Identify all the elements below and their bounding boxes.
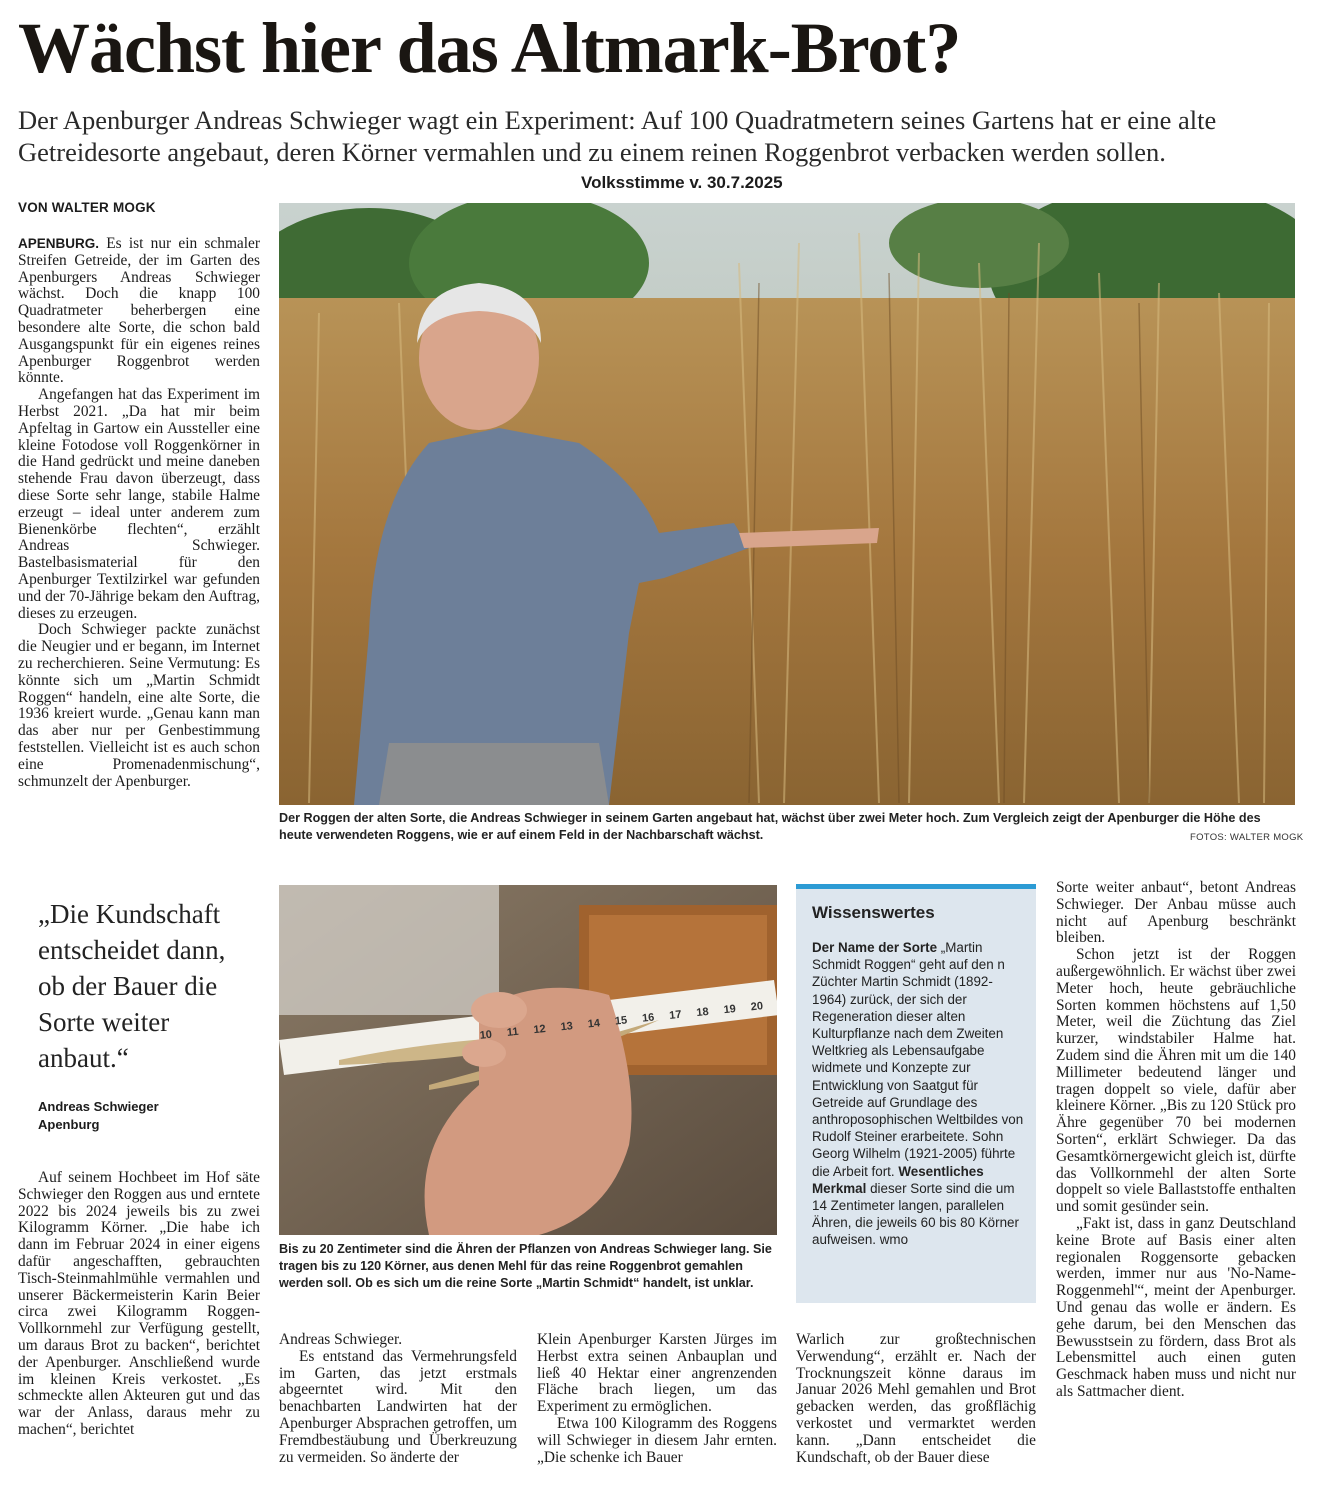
ruler-number: 11 [506, 1025, 520, 1039]
ruler-number: 15 [614, 1014, 628, 1028]
paragraph-text: Es ist nur ein schmaler Streifen Getreide, der im Garten des Apenburgers Andreas Schwieger wächst. Doch die knapp 100 Quadratmeter beherbergen eine besondere alte Sorte, die schon bald Ausgangspunkt für ein eigenes reines Apenburger Roggenbrot werden könnte. [18, 235, 260, 387]
paragraph: Auf seinem Hochbeet im Hof säte Schwieger den Roggen aus und erntete 2022 bis 2024 jeweils bis zu zwei Kilogramm Körner. „Die habe ich dann im Februar 2024 in einer eigens dafür angeschafften, gebrauchten Tisch-Steinmahlmühle vermahlen und unserer Bäckermeisterin Karin Beier circa zwei Kilogramm Roggen-Vollkornmehl zur Verfügung gestellt, um daraus Brot zu backen“, berichtet der Apenburger. Anschließend wurde im kleinen Kreis verkostet. „Es schmeckte allen Akteuren gut und das war der Anlass, daraus mehr zu machen“, berichtet [18, 1169, 260, 1438]
info-text-feature: dieser Sorte sind die um 14 Zentimeter langen, parallelen Ähren, die jeweils 60 bis 80 Körner aufweisen. wmo [812, 1180, 1019, 1248]
dateline: APENBURG. [18, 236, 100, 251]
photo-rye-ear [279, 885, 777, 1235]
source-note: Volksstimme v. 30.7.2025 [581, 173, 783, 192]
ruler-number: 14 [587, 1017, 601, 1031]
info-box-text [812, 939, 1026, 1249]
paragraph: Andreas Schwieger. [279, 1331, 403, 1348]
photo-caption-main: Der Roggen der alten Sorte, die Andreas Schwieger in seinem Garten angebaut hat, wächst über zwei Meter hoch. Zum Vergleich zeigt der Apenburger die Höhe des heute verwendeten Roggens, wie er auf einem Feld in der Nachbarschaft wächst. [279, 811, 1261, 842]
article-column-1-top [18, 236, 260, 790]
ruler-number: 16 [641, 1011, 655, 1025]
subheadline: Der Apenburger Andreas Schwieger wagt ein Experiment: Auf 100 Quadratmetern seines Gartens hat er eine alte Getreidesorte angebaut, deren Körner vermahlen und zu einem reinen Roggenbrot verbacken werden sollen. [18, 105, 1217, 167]
paragraph [18, 236, 260, 387]
ruler-number: 19 [723, 1003, 737, 1017]
paragraph: Sorte weiter anbaut“, betont Andreas Schwieger. Der Anbau müsse auch nicht auf Apenburg beschränkt bleiben. [1056, 879, 1296, 947]
article-column-3 [537, 1332, 777, 1466]
photo-credit: FOTOS: WALTER MOGK [1190, 832, 1304, 843]
pull-quote: „Die Kundschaft entscheidet dann, ob der Bauer die Sorte weiter anbaut.“ [38, 899, 226, 1073]
article-column-4 [796, 1332, 1036, 1466]
paragraph: Doch Schwieger packte zunächst die Neugier und er begann, im Internet zu recherchieren. Seine Vermutung: Es könnte sich um „Martin Schmidt Roggen“ handeln, eine alte Sorte, die 1936 kreiert wurde. „Genau kann man das aber nur per Genbestimmung feststellen. Vielleicht ist es auch schon eine Promenadenmischung“, schmunzelt der Apenburger. [18, 621, 260, 790]
paragraph: Warlich zur großtechnischen Verwendung“, erzählt er. Nach der Trocknungszeit könne daraus im Januar 2026 Mehl gemahlen und Brot gebacken werden, das großflächig verkostet und vermarktet werden kann. „Dann entscheidet die Kundschaft, ob der Bauer diese [796, 1331, 1036, 1466]
ruler-number: 13 [560, 1020, 574, 1034]
photo-rye-field [279, 203, 1295, 805]
article-column-5 [1056, 880, 1296, 1401]
ruler-number: 12 [532, 1022, 547, 1037]
info-lead-name: Der Name der Sorte [812, 940, 938, 955]
paragraph: Etwa 100 Kilogramm des Roggens will Schwieger in diesem Jahr ernten. „Die schenke ich Bauer [537, 1414, 777, 1466]
headline: Wächst hier das Altmark-Brot? [18, 8, 961, 88]
info-box-title: Wissenswertes [812, 903, 935, 922]
paragraph: Klein Apenburger Karsten Jürges im Herbst extra seinen Anbauplan und ließ 40 Hektar einer angrenzenden Fläche brach liegen, um das Experiment zu ermöglichen. [537, 1331, 777, 1416]
quote-author: Andreas Schwieger [38, 1099, 159, 1114]
info-text-name: „Martin Schmidt Roggen“ geht auf den n Züchter Martin Schmidt (1892-1964) zurück, der sich der Regeneration dieser alten Kulturpflanze nach dem Zweiten Weltkrieg als Lebensaufgabe widmete und Konzepte zur Entwicklung von Saatgut für Getreide auf Grundlage des anthroposophischen Weltbildes von Rudolf Steiner erarbeitete. Sohn Georg Wilhelm (1921-2005) führte die Arbeit fort. [812, 940, 1024, 1179]
article-column-1-bottom [18, 1170, 260, 1439]
photo-caption-second: Bis zu 20 Zentimeter sind die Ähren der Pflanzen von Andreas Schwieger lang. Sie tragen bis zu 120 Körner, aus denen Mehl für das reine Roggenbrot gemahlen werden soll. Ob es sich um die reine Sorte „Martin Schmidt“ handelt, ist unklar. [279, 1242, 772, 1290]
byline: VON WALTER MOGK [18, 200, 156, 215]
quote-place: Apenburg [38, 1117, 100, 1132]
ruler-number: 20 [750, 1000, 764, 1014]
ruler-number: 18 [695, 1005, 710, 1020]
article-column-2 [279, 1332, 517, 1466]
paragraph: Schon jetzt ist der Roggen außergewöhnlich. Er wächst über zwei Meter hoch, heute gebräuchliche Sorten kommen höchstens auf 1,50 Meter, weil die Züchtung das Ziel kurzer, windstabiler Halme hat. Zudem sind die Ähren mit um die 140 Millimeter bedeutend länger und tragen doppelt so viele, dafür aber kleinere Körner. „Bis zu 120 Stück pro Ähre gegenüber 70 bei modernen Sorten“, erklärt Schwieger. Da das Gesamtkörnergewicht gleich ist, dürfte das Vollkornmehl der alten Sorte doppelt so viele Ballaststoffe enthalten und somit gesünder sein. [1056, 946, 1296, 1216]
ruler-number: 17 [668, 1008, 683, 1022]
second-photo [279, 885, 777, 1235]
main-photo [279, 203, 1295, 805]
info-box [796, 884, 1036, 1303]
paragraph: Angefangen hat das Experiment im Herbst 2021. „Da hat mir beim Apfeltag in Gartow ein Aussteller eine kleine Fotodose voll Roggenkörner in die Hand gedrückt und meine daneben stehende Frau davon überzeugt, dass diese Sorte sehr lange, stabile Halme erzeugt – ideal unter anderem zum Bienenkörbe flechten“, erzählt Andreas Schwieger. Bastelbasismaterial für den Apenburger Textilzirkel war gefunden und der 70-Jährige bekam den Auftrag, dieses zu erzeugen. [18, 386, 260, 622]
info-lead-feature: Wesentliches Merkmal [812, 1163, 984, 1196]
paragraph: „Fakt ist, dass in ganz Deutschland keine Brote auf Basis einer alten regionalen Roggensorte gebacken werden, immer nur aus 'No-Name-Roggenmehl'“, meint der Apenburger. Und genau das wolle er ändern. Es gehe darum, bei den Menschen das Bewusstsein zu fördern, dass Brot als Lebensmittel auch einen guten Geschmack haben muss und nicht nur als Sattmacher dient. [1056, 1214, 1296, 1400]
paragraph: Es entstand das Vermehrungsfeld im Garten, das jetzt erstmals abgeerntet wird. Mit den benachbarten Landwirten hat der Apenburger Absprachen getroffen, um Fremdbestäubung und Überkreuzung zu vermeiden. So änderte der [279, 1347, 517, 1466]
ruler-number: 10 [479, 1028, 493, 1042]
